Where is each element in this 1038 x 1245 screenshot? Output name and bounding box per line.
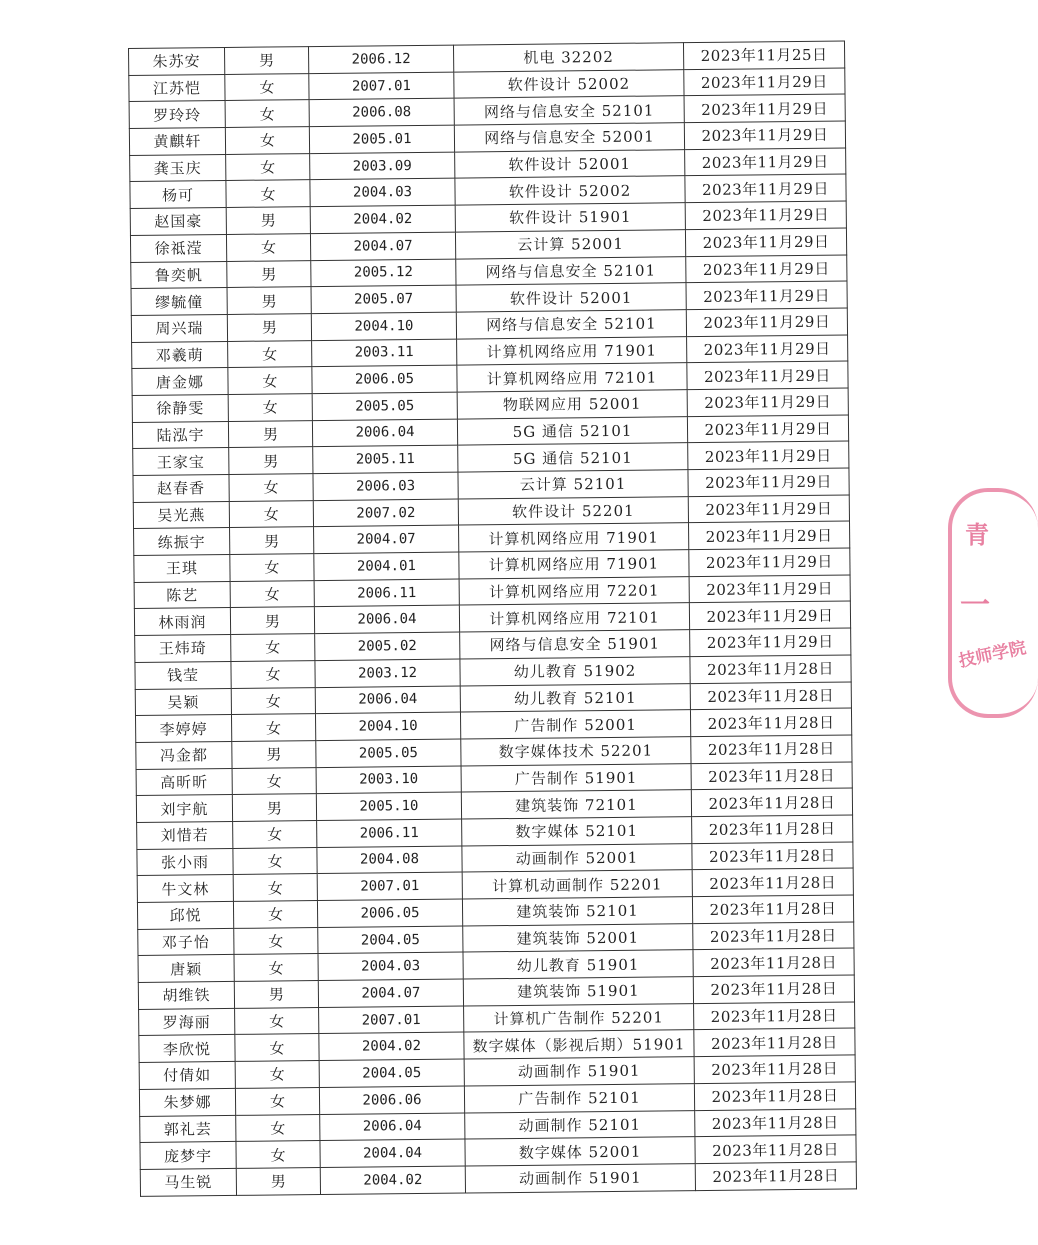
student-major-cell: 计算机网络应用 71901 [457, 336, 687, 365]
record-date-cell: 2023年11月28日 [694, 1002, 855, 1030]
record-date-cell: 2023年11月29日 [690, 628, 851, 656]
record-date-cell: 2023年11月28日 [695, 1162, 856, 1190]
student-gender-cell: 男 [230, 607, 314, 635]
student-name-cell: 陈艺 [134, 581, 230, 609]
student-major-cell: 幼儿教育 52101 [460, 683, 690, 712]
student-name-cell: 郭礼芸 [140, 1115, 236, 1143]
student-major-cell: 云计算 52101 [458, 470, 688, 499]
student-major-cell: 软件设计 51901 [455, 203, 685, 232]
student-major-cell: 广告制作 52101 [464, 1083, 694, 1112]
student-name-cell: 林雨润 [134, 608, 230, 636]
student-gender-cell: 男 [232, 740, 316, 768]
student-gender-cell: 女 [231, 714, 315, 742]
record-date-cell: 2023年11月29日 [684, 121, 845, 149]
student-major-cell: 网络与信息安全 52101 [456, 256, 686, 285]
record-date-cell: 2023年11月28日 [693, 948, 854, 976]
student-major-cell: 计算机网络应用 71901 [459, 550, 689, 579]
record-date-cell: 2023年11月28日 [694, 1028, 855, 1056]
record-date-cell: 2023年11月29日 [684, 68, 845, 96]
student-major-cell: 动画制作 52001 [462, 843, 692, 872]
student-gender-cell: 女 [235, 1087, 319, 1115]
student-gender-cell: 女 [226, 233, 310, 261]
record-date-cell: 2023年11月25日 [683, 41, 844, 69]
record-date-cell: 2023年11月29日 [687, 335, 848, 363]
student-gender-cell: 男 [228, 420, 312, 448]
student-birth-cell: 2006.04 [320, 1113, 465, 1141]
record-date-cell: 2023年11月29日 [687, 415, 848, 443]
record-date-cell: 2023年11月29日 [689, 575, 850, 603]
student-name-cell: 王琪 [134, 555, 230, 583]
student-name-cell: 罗玲玲 [129, 101, 225, 129]
student-gender-cell: 女 [228, 394, 312, 422]
student-gender-cell: 女 [225, 127, 309, 155]
student-name-cell: 李欣悦 [139, 1035, 235, 1063]
student-birth-cell: 2006.06 [319, 1086, 464, 1114]
record-date-cell: 2023年11月29日 [686, 308, 847, 336]
record-date-cell: 2023年11月29日 [686, 281, 847, 309]
student-birth-cell: 2005.01 [309, 125, 454, 153]
seal-text-3: 技师学院 [957, 638, 1028, 672]
student-name-cell: 缪毓僮 [131, 288, 227, 316]
student-major-cell: 建筑装饰 72101 [461, 790, 691, 819]
record-date-cell: 2023年11月29日 [689, 601, 850, 629]
student-name-cell: 钱莹 [135, 661, 231, 689]
student-gender-cell: 男 [236, 1167, 320, 1195]
student-birth-cell: 2006.11 [314, 579, 459, 607]
student-birth-cell: 2006.04 [314, 605, 459, 633]
record-date-cell: 2023年11月28日 [693, 975, 854, 1003]
student-major-cell: 物联网应用 52001 [457, 390, 687, 419]
roster-sheet [128, 41, 856, 1197]
student-major-cell: 广告制作 51901 [461, 763, 691, 792]
student-gender-cell: 男 [230, 527, 314, 555]
student-gender-cell: 女 [229, 500, 313, 528]
student-major-cell: 计算机网络应用 72101 [457, 363, 687, 392]
record-date-cell: 2023年11月28日 [692, 895, 853, 923]
student-name-cell: 高昕昕 [136, 768, 232, 796]
record-date-cell: 2023年11月28日 [690, 681, 851, 709]
student-roster-table [128, 40, 857, 1196]
record-date-cell: 2023年11月29日 [688, 441, 849, 469]
student-major-cell: 网络与信息安全 52101 [456, 310, 686, 339]
student-name-cell: 马生锐 [140, 1168, 236, 1196]
seal-text-2: 一 [960, 588, 990, 623]
student-major-cell: 建筑装饰 51901 [463, 977, 693, 1006]
student-major-cell: 计算机广告制作 52201 [464, 1003, 694, 1032]
student-birth-cell: 2007.01 [309, 72, 454, 100]
student-gender-cell: 女 [235, 1034, 319, 1062]
student-name-cell: 邓子怡 [138, 928, 234, 956]
student-birth-cell: 2005.02 [315, 632, 460, 660]
roster-body [129, 41, 857, 1196]
student-birth-cell: 2003.10 [316, 766, 461, 794]
record-date-cell: 2023年11月29日 [688, 495, 849, 523]
student-name-cell: 吴光燕 [133, 501, 229, 529]
record-date-cell: 2023年11月28日 [691, 788, 852, 816]
student-gender-cell: 女 [235, 1007, 319, 1035]
student-name-cell: 周兴瑞 [131, 314, 227, 342]
student-gender-cell: 男 [227, 260, 311, 288]
student-gender-cell: 女 [226, 180, 310, 208]
student-gender-cell: 男 [224, 47, 308, 75]
student-gender-cell: 女 [231, 687, 315, 715]
student-name-cell: 张小雨 [137, 848, 233, 876]
student-birth-cell: 2004.10 [315, 712, 460, 740]
student-birth-cell: 2007.02 [313, 499, 458, 527]
student-gender-cell: 男 [227, 287, 311, 315]
student-gender-cell: 女 [226, 153, 310, 181]
student-name-cell: 王炜琦 [135, 635, 231, 663]
student-birth-cell: 2005.12 [311, 259, 456, 287]
student-birth-cell: 2004.02 [319, 1032, 464, 1060]
record-date-cell: 2023年11月28日 [692, 815, 853, 843]
record-date-cell: 2023年11月28日 [691, 735, 852, 763]
student-gender-cell: 女 [235, 1061, 319, 1089]
student-gender-cell: 女 [229, 474, 313, 502]
record-date-cell: 2023年11月29日 [684, 94, 845, 122]
student-birth-cell: 2003.12 [315, 659, 460, 687]
student-major-cell: 计算机动画制作 52201 [462, 870, 692, 899]
student-major-cell: 网络与信息安全 52001 [454, 123, 684, 152]
student-name-cell: 龚玉庆 [130, 154, 226, 182]
student-birth-cell: 2005.05 [312, 392, 457, 420]
student-major-cell: 计算机网络应用 71901 [459, 523, 689, 552]
record-date-cell: 2023年11月28日 [693, 922, 854, 950]
student-gender-cell: 男 [229, 447, 313, 475]
student-gender-cell: 女 [236, 1114, 320, 1142]
student-birth-cell: 2004.02 [320, 1166, 465, 1194]
student-gender-cell: 女 [234, 927, 318, 955]
student-birth-cell: 2005.05 [316, 739, 461, 767]
student-birth-cell: 2004.07 [318, 979, 463, 1007]
record-date-cell: 2023年11月29日 [688, 468, 849, 496]
student-gender-cell: 女 [233, 847, 317, 875]
student-birth-cell: 2004.03 [318, 952, 463, 980]
student-name-cell: 江苏恺 [129, 74, 225, 102]
student-major-cell: 数字媒体 52101 [462, 817, 692, 846]
student-birth-cell: 2006.08 [309, 98, 454, 126]
student-name-cell: 牛文林 [137, 875, 233, 903]
student-birth-cell: 2007.01 [319, 1006, 464, 1034]
student-gender-cell: 女 [228, 340, 312, 368]
student-major-cell: 建筑装饰 52101 [462, 897, 692, 926]
student-name-cell: 黄麒轩 [129, 128, 225, 156]
student-name-cell: 陆泓宇 [132, 421, 228, 449]
student-major-cell: 计算机网络应用 72201 [459, 576, 689, 605]
student-gender-cell: 女 [233, 821, 317, 849]
student-name-cell: 李婷婷 [135, 715, 231, 743]
student-major-cell: 幼儿教育 51902 [460, 656, 690, 685]
student-name-cell: 朱苏安 [129, 47, 225, 75]
student-name-cell: 赵国豪 [130, 208, 226, 236]
student-name-cell: 唐颖 [138, 955, 234, 983]
student-name-cell: 刘宇航 [136, 795, 232, 823]
student-name-cell: 徐静雯 [132, 394, 228, 422]
student-major-cell: 动画制作 51901 [465, 1163, 695, 1192]
record-date-cell: 2023年11月29日 [687, 361, 848, 389]
student-gender-cell: 女 [234, 954, 318, 982]
student-birth-cell: 2006.03 [313, 472, 458, 500]
student-birth-cell: 2005.07 [311, 285, 456, 313]
student-name-cell: 练振宇 [134, 528, 230, 556]
student-birth-cell: 2006.05 [312, 365, 457, 393]
student-major-cell: 软件设计 52001 [456, 283, 686, 312]
student-major-cell: 计算机网络应用 72101 [459, 603, 689, 632]
student-gender-cell: 女 [225, 100, 309, 128]
student-birth-cell: 2004.02 [310, 205, 455, 233]
student-birth-cell: 2005.10 [316, 792, 461, 820]
student-major-cell: 软件设计 52201 [458, 496, 688, 525]
student-major-cell: 动画制作 51901 [464, 1057, 694, 1086]
student-name-cell: 唐金娜 [132, 368, 228, 396]
record-date-cell: 2023年11月28日 [692, 842, 853, 870]
student-birth-cell: 2007.01 [317, 872, 462, 900]
record-date-cell: 2023年11月28日 [694, 1055, 855, 1083]
record-date-cell: 2023年11月29日 [685, 228, 846, 256]
student-name-cell: 冯金都 [136, 741, 232, 769]
student-birth-cell: 2004.04 [320, 1139, 465, 1167]
student-name-cell: 赵春香 [133, 474, 229, 502]
student-gender-cell: 女 [236, 1141, 320, 1169]
student-major-cell: 软件设计 52001 [455, 149, 685, 178]
student-name-cell: 胡维铁 [138, 982, 234, 1010]
record-date-cell: 2023年11月29日 [689, 548, 850, 576]
student-name-cell: 刘惜若 [137, 821, 233, 849]
record-date-cell: 2023年11月28日 [690, 708, 851, 736]
student-birth-cell: 2006.11 [317, 819, 462, 847]
student-birth-cell: 2003.09 [310, 152, 455, 180]
student-major-cell: 云计算 52001 [455, 229, 685, 258]
record-date-cell: 2023年11月28日 [691, 762, 852, 790]
student-gender-cell: 女 [228, 367, 312, 395]
record-date-cell: 2023年11月29日 [686, 254, 847, 282]
record-date-cell: 2023年11月29日 [689, 521, 850, 549]
student-major-cell: 5G 通信 52101 [458, 443, 688, 472]
student-major-cell: 数字媒体 52001 [465, 1137, 695, 1166]
student-gender-cell: 女 [232, 767, 316, 795]
record-date-cell: 2023年11月28日 [692, 868, 853, 896]
student-gender-cell: 女 [230, 580, 314, 608]
student-gender-cell: 女 [231, 634, 315, 662]
student-gender-cell: 女 [233, 874, 317, 902]
student-gender-cell: 男 [232, 794, 316, 822]
student-major-cell: 广告制作 52001 [460, 710, 690, 739]
student-name-cell: 杨可 [130, 181, 226, 209]
student-name-cell: 朱梦娜 [139, 1088, 235, 1116]
student-major-cell: 5G 通信 52101 [457, 416, 687, 445]
student-birth-cell: 2006.12 [308, 45, 453, 73]
student-name-cell: 鲁奕帆 [131, 261, 227, 289]
student-name-cell: 王家宝 [133, 448, 229, 476]
record-date-cell: 2023年11月28日 [695, 1108, 856, 1136]
student-major-cell: 数字媒体（影视后期）51901 [464, 1030, 694, 1059]
student-birth-cell: 2006.04 [312, 419, 457, 447]
student-birth-cell: 2006.04 [315, 686, 460, 714]
student-gender-cell: 女 [231, 660, 315, 688]
student-gender-cell: 女 [225, 73, 309, 101]
student-name-cell: 付倩如 [139, 1062, 235, 1090]
student-name-cell: 罗海丽 [139, 1008, 235, 1036]
seal-text-1: 青 [965, 521, 989, 549]
student-birth-cell: 2004.10 [311, 312, 456, 340]
student-major-cell: 数字媒体技术 52201 [461, 737, 691, 766]
student-major-cell: 网络与信息安全 51901 [460, 630, 690, 659]
record-date-cell: 2023年11月29日 [685, 148, 846, 176]
student-birth-cell: 2004.08 [317, 846, 462, 874]
student-birth-cell: 2004.05 [318, 926, 463, 954]
student-gender-cell: 男 [226, 207, 310, 235]
student-birth-cell: 2004.05 [319, 1059, 464, 1087]
student-name-cell: 邓羲萌 [132, 341, 228, 369]
student-gender-cell: 女 [230, 554, 314, 582]
student-major-cell: 机电 32202 [453, 43, 683, 72]
student-major-cell: 动画制作 52101 [465, 1110, 695, 1139]
student-birth-cell: 2004.01 [314, 552, 459, 580]
student-gender-cell: 男 [227, 313, 311, 341]
student-gender-cell: 男 [234, 981, 318, 1009]
student-birth-cell: 2004.03 [310, 179, 455, 207]
student-name-cell: 庞梦宇 [140, 1142, 236, 1170]
record-date-cell: 2023年11月29日 [685, 201, 846, 229]
student-major-cell: 网络与信息安全 52101 [454, 96, 684, 125]
record-date-cell: 2023年11月29日 [685, 174, 846, 202]
record-date-cell: 2023年11月28日 [690, 655, 851, 683]
record-date-cell: 2023年11月29日 [687, 388, 848, 416]
student-birth-cell: 2004.07 [310, 232, 455, 260]
student-birth-cell: 2004.07 [314, 525, 459, 553]
student-major-cell: 建筑装饰 52001 [463, 923, 693, 952]
student-birth-cell: 2006.05 [317, 899, 462, 927]
student-birth-cell: 2005.11 [313, 445, 458, 473]
student-birth-cell: 2003.11 [312, 339, 457, 367]
student-name-cell: 吴颖 [135, 688, 231, 716]
student-name-cell: 徐祗滢 [130, 234, 226, 262]
record-date-cell: 2023年11月28日 [694, 1082, 855, 1110]
record-date-cell: 2023年11月28日 [695, 1135, 856, 1163]
student-major-cell: 幼儿教育 51901 [463, 950, 693, 979]
student-major-cell: 软件设计 52002 [454, 69, 684, 98]
student-gender-cell: 女 [233, 901, 317, 929]
student-name-cell: 邱悦 [137, 901, 233, 929]
student-major-cell: 软件设计 52002 [455, 176, 685, 205]
